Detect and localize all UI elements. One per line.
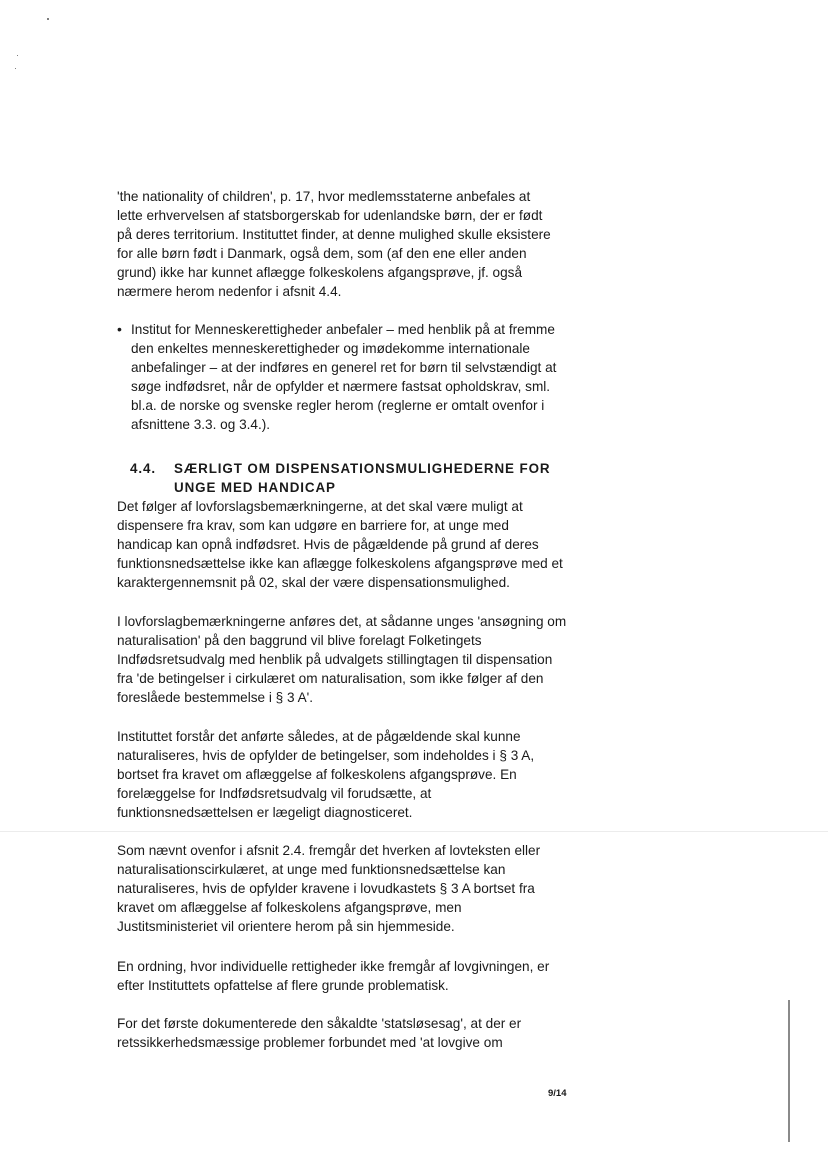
- paragraph-statsloesesag: For det første dokumenterede den såkaldte 'statsløsesag', at der er retssikkerhedsmæssige problemer forbundet med 'at lovgive om: [117, 1016, 522, 1050]
- scan-speck: [15, 68, 16, 69]
- paragraph-lovforslag: I lovforslagbemærkningerne anføres det, at sådanne unges 'ansøgning om naturalisation' på den baggrund vil blive forelagt Folketingets Indfødsretsudvalg med henblik på udvalgets stillingtagen til dispensation fra 'de betingelser i cirkulæret om naturalisation, som ikke følger af den foreslåede bestemmelse i § 3 A'.: [117, 614, 567, 705]
- section-number: 4.4.: [130, 461, 156, 476]
- section-title-line1: SÆRLIGT OM DISPENSATIONSMULIGHEDERNE FOR: [174, 461, 551, 476]
- bullet-icon: •: [117, 321, 122, 337]
- paragraph-dispensation: Det følger af lovforslagsbemærkningerne, at det skal være muligt at dispensere fra krav, som kan udgøre en barriere for, at unge med handicap kan opnå indfødsret. Hvis de pågældende på grund af deres funktionsnedsættelse ikke kan aflægge folkeskolens afgangsprøve med et karaktergennemsnit på 02, skal der være dispensationsmulighed.: [117, 499, 563, 590]
- scan-edge-mark: [788, 1000, 790, 1142]
- section-heading-4-4: [130, 459, 570, 497]
- bullet-recommendation: [117, 320, 567, 434]
- scan-speck: [17, 55, 18, 56]
- scan-speck: [47, 18, 49, 20]
- paragraph-nationality-of-children: 'the nationality of children', p. 17, hvor medlemsstaterne anbefales at lette erhvervelsen af statsborgerskab for udenlandske børn, der er født på deres territorium. Instituttet finder, at denne mulighed skulle eksistere for alle børn født i Danmark, også dem, som (af den ene eller anden grund) ikke har kunnet aflægge folkeskolens afgangsprøve, jf. også nærmere herom nedenfor i afsnit 4.4.: [117, 189, 551, 299]
- section-title-line2: UNGE MED HANDICAP: [174, 480, 336, 495]
- paragraph-ordning: En ordning, hvor individuelle rettigheder ikke fremgår af lovgivningen, er efter Instituttets opfattelse af flere grunde problematisk.: [117, 959, 550, 993]
- paragraph-som-naevnt: Som nævnt ovenfor i afsnit 2.4. fremgår det hverken af lovteksten eller naturalisationscirkulæret, at unge med funktionsnedsættelse kan naturaliseres, hvis de opfylder kravene i lovudkastets § 3 A bortset fra kravet om aflæggelse af folkeskolens afgangsprøve, men Justitsministeriet vil orientere herom på sin hjemmeside.: [117, 843, 541, 934]
- bullet-text: Institut for Menneskerettigheder anbefaler – med henblik på at fremme den enkeltes menneskerettigheder og imødekomme internationale anbefalinger – at der indføres en generel ret for børn til selvstændigt at søge indfødsret, når de opfylder et nærmere fastsat opholdskrav, sml. bl.a. de norske og svenske regler herom (reglerne er omtalt ovenfor i afsnittene 3.3. og 3.4.).: [131, 322, 557, 432]
- page-number: 9/14: [548, 1088, 567, 1099]
- paragraph-instituttet-forstaar: Instituttet forstår det anførte således, at de pågældende skal kunne naturaliseres, hvis de opfylder de betingelser, som indeholdes i § 3 A, bortset fra kravet om aflæggelse af folkeskolens afgangsprøve. En forelæggelse for Indfødsretsudvalg vil forudsætte, at funktionsnedsættelsen er lægeligt diagnosticeret.: [117, 729, 535, 820]
- scan-fold-line: [0, 831, 828, 832]
